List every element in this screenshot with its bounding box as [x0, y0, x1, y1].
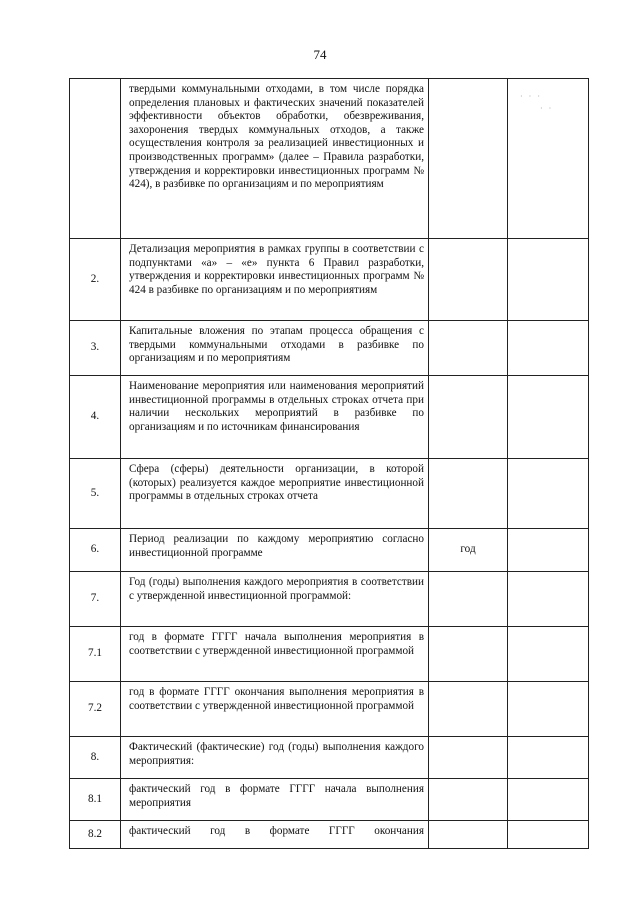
table-row	[70, 79, 589, 239]
row-unit	[429, 239, 508, 321]
row-description: Год (годы) выполнения каждого мероприятия в соответствии с утвержденной инвестиционной программой:	[121, 572, 429, 627]
row-description: год в формате ГГГГ начала выполнения мероприятия в соответствии с утвержденной инвестиционной программой	[121, 627, 429, 682]
table-row	[70, 779, 589, 821]
row-description: Сфера (сферы) деятельности организации, в которой (которых) реализуется каждое мероприятие инвестиционной программы в отдельных строках отчета	[121, 459, 429, 529]
row-value	[508, 459, 589, 529]
row-value	[508, 79, 589, 239]
row-number: 8.2	[70, 821, 121, 849]
row-description: Наименование мероприятия или наименования мероприятий инвестиционной программы в отдельных строках отчета при наличии нескольких мероприятий в разбивке по организациям и по источникам финансирования	[121, 376, 429, 459]
row-description: Период реализации по каждому мероприятию согласно инвестиционной программе	[121, 529, 429, 572]
table-row	[70, 529, 589, 572]
row-unit	[429, 821, 508, 849]
scan-artifact: · · ·	[520, 92, 542, 101]
table-row	[70, 821, 589, 849]
page-number: 74	[313, 47, 327, 62]
row-number: 8.	[70, 737, 121, 779]
row-number: 8.1	[70, 779, 121, 821]
row-unit	[429, 779, 508, 821]
row-value	[508, 682, 589, 737]
row-description: Капитальные вложения по этапам процесса обращения с твердыми коммунальными отходами в разбивке по организациям и по мероприятиям	[121, 321, 429, 376]
table-row	[70, 459, 589, 529]
row-description: твердыми коммунальными отходами, в том числе порядка определения плановых и фактических значений показателей эффективности объектов обработки, обезвреживания, захоронения твердых коммунальных отходов, а также осуществления контроля за реализацией инвестиционных и производственных программ» (далее – Правила разработки, утверждения и корректировки инвестиционных программ № 424), в разбивке по организациям и по мероприятиям	[121, 79, 429, 239]
row-number	[70, 79, 121, 239]
row-number: 7.2	[70, 682, 121, 737]
row-unit	[429, 459, 508, 529]
row-unit	[429, 627, 508, 682]
table-row	[70, 376, 589, 459]
row-value	[508, 821, 589, 849]
table-row	[70, 239, 589, 321]
row-description: фактический год в формате ГГГГ начала выполнения мероприятия	[121, 779, 429, 821]
row-number: 7.1	[70, 627, 121, 682]
row-unit	[429, 572, 508, 627]
row-value	[508, 737, 589, 779]
row-unit: год	[429, 529, 508, 572]
row-unit	[429, 321, 508, 376]
row-value	[508, 572, 589, 627]
row-number: 3.	[70, 321, 121, 376]
table-row	[70, 321, 589, 376]
row-value	[508, 376, 589, 459]
row-description: Детализация мероприятия в рамках группы в соответствии с подпунктами «а» – «е» пункта 6 Правил разработки, утверждения и корректировки инвестиционных программ № 424 в разбивке по организациям и по мероприятиям	[121, 239, 429, 321]
table-row	[70, 627, 589, 682]
row-unit	[429, 682, 508, 737]
row-value	[508, 529, 589, 572]
row-unit	[429, 737, 508, 779]
table-row	[70, 572, 589, 627]
row-number: 6.	[70, 529, 121, 572]
row-number: 5.	[70, 459, 121, 529]
row-description: Фактический (фактические) год (годы) выполнения каждого мероприятия:	[121, 737, 429, 779]
row-unit	[429, 376, 508, 459]
row-description: фактический год в формате ГГГГ окончания	[121, 821, 429, 849]
table-row	[70, 737, 589, 779]
report-table	[69, 78, 589, 849]
scan-artifact: · ·	[540, 104, 554, 113]
row-number: 7.	[70, 572, 121, 627]
row-value	[508, 239, 589, 321]
table-row	[70, 682, 589, 737]
row-unit	[429, 79, 508, 239]
row-value	[508, 627, 589, 682]
row-value	[508, 779, 589, 821]
row-number: 2.	[70, 239, 121, 321]
row-description: год в формате ГГГГ окончания выполнения мероприятия в соответствии с утвержденной инвестиционной программой	[121, 682, 429, 737]
row-value	[508, 321, 589, 376]
row-number: 4.	[70, 376, 121, 459]
